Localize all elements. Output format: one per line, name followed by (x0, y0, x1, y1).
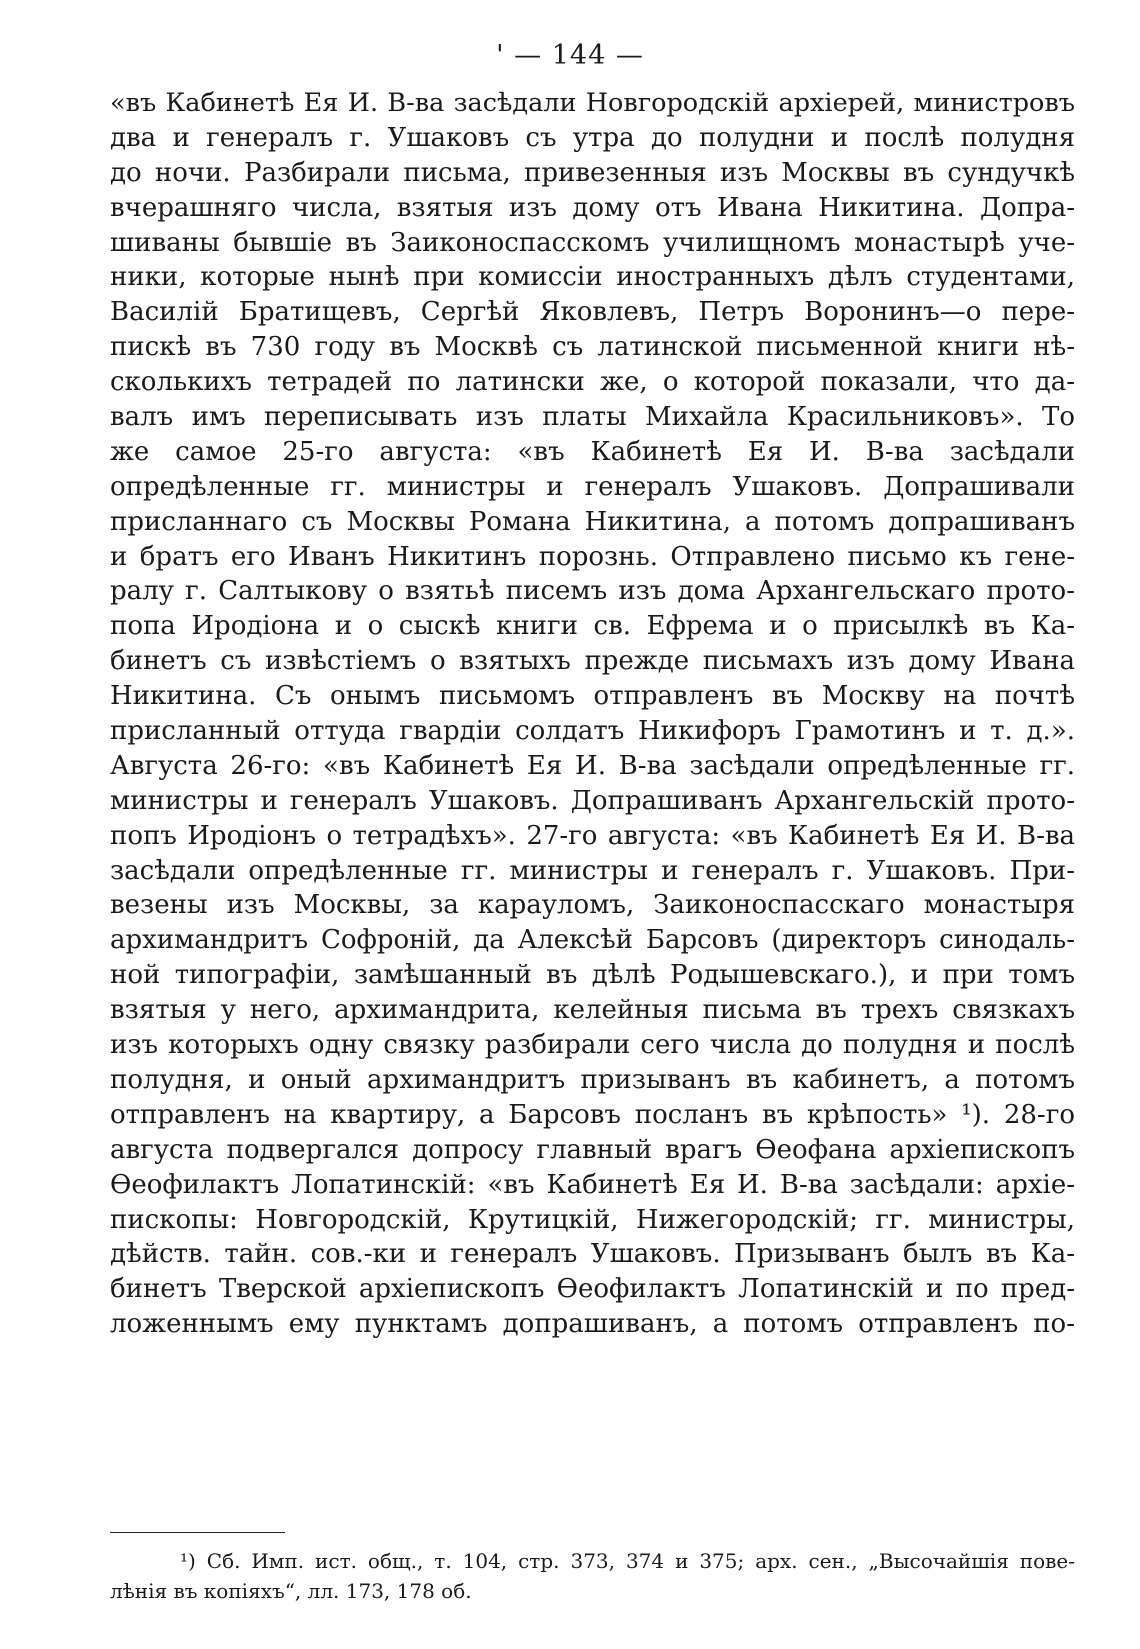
text-line: дѣйств. тайн. сов.-ки и генералъ Ушаковъ. Призыванъ былъ въ Ка- (110, 1239, 1075, 1270)
text-line: «въ Кабинетѣ Ея И. В-ва засѣдали Новгородскій архіерей, министровъ (110, 88, 1075, 118)
text-line: полудня, и оный архимандритъ призыванъ въ кабинетъ, а потомъ (110, 1064, 1075, 1095)
text-line: сколькихъ тетрадей по латински же, о которой показали, что да- (110, 367, 1075, 398)
text-line: ники, которые нынѣ при комиссіи иностранныхъ дѣлъ студентами, (110, 262, 1075, 293)
text-line: министры и генералъ Ушаковъ. Допрашиванъ Архангельскій прото- (110, 785, 1075, 816)
footnote-divider (110, 1532, 285, 1533)
text-line: попъ Иродіонъ о тетрадѣхъ». 27-го августа: «въ Кабинетѣ Ея И. В-ва (110, 820, 1075, 851)
text-line: валъ имъ переписывать изъ платы Михайла Красильниковъ». То (110, 402, 1075, 433)
text-line: засѣдали опредѣленные гг. министры и генералъ г. Ушаковъ. При- (110, 855, 1075, 886)
text-line: шиваны бывшіе въ Заиконоспасскомъ училищномъ монастырѣ уче- (110, 227, 1075, 258)
text-line: бинетъ Тверской архіепископъ Ѳеофилактъ Лопатинскій и по пред- (110, 1274, 1075, 1305)
text-line: до ночи. Разбирали письма, привезенныя изъ Москвы въ сундучкѣ (110, 157, 1075, 188)
text-line: августа подвергался допросу главный врагъ Ѳеофана архіепископъ (110, 1134, 1075, 1165)
text-line: присланнаго съ Москвы Романа Никитина, а потомъ допрашиванъ (110, 506, 1075, 537)
text-line: опредѣленные гг. министры и генералъ Ушаковъ. Допрашивали (110, 471, 1075, 502)
text-line: и братъ его Иванъ Никитинъ порознь. Отправлено письмо къ гене- (110, 541, 1075, 572)
text-line: вчерашняго числа, взятыя изъ дому отъ Ивана Никитина. Допра- (110, 192, 1075, 223)
text-line: взятыя у него, архимандрита, келейныя письма въ трехъ связкахъ (110, 995, 1075, 1026)
text-line: присланный оттуда гвардіи солдатъ Никифоръ Грамотинъ и т. д.». (110, 716, 1075, 747)
text-line: пискѣ въ 730 году въ Москвѣ съ латинской письменной книги нѣ- (110, 332, 1075, 363)
text-line: ралу г. Салтыкову о взятьѣ писемъ изъ дома Архангельскаго прото- (110, 576, 1075, 607)
text-line: везены изъ Москвы, за карауломъ, Заиконоспасскаго монастыря (110, 890, 1075, 921)
text-line: ложеннымъ ему пунктамъ допрашиванъ, а потомъ отправленъ по- (110, 1309, 1075, 1340)
text-line: Августа 26-го: «въ Кабинетѣ Ея И. В-ва засѣдали опредѣленные гг. (110, 750, 1075, 781)
text-line: же самое 25-го августа: «въ Кабинетѣ Ея И. В-ва засѣдали (110, 436, 1075, 467)
text-line: изъ которыхъ одну связку разбирали сего числа до полудня и послѣ (110, 1030, 1075, 1061)
text-line: бинетъ съ извѣстіемъ о взятыхъ прежде письмахъ изъ дому Ивана (110, 646, 1075, 677)
footnote-line: лѣнія въ копіяхъ“, лл. 173, 178 об. (110, 1579, 472, 1603)
footnote (110, 1546, 1075, 1606)
text-line: Василій Братищевъ, Сергѣй Яковлевъ, Петръ Воронинъ—о пере- (110, 297, 1075, 328)
page-number: ' — 144 — (496, 40, 644, 71)
text-line: Никитина. Съ онымъ письмомъ отправленъ въ Москву на почтѣ (110, 681, 1075, 712)
footnote-line: ¹) Сб. Имп. ист. общ., т. 104, стр. 373, 374 и 375; арх. сен., „Высочайшія пове- (180, 1549, 1075, 1573)
body-text (110, 86, 1075, 1342)
text-line: архимандритъ Софроній, да Алексѣй Барсовъ (директоръ синодаль- (110, 925, 1075, 956)
text-line: два и генералъ г. Ушаковъ съ утра до полудни и послѣ полудня (110, 122, 1075, 153)
text-line: ной типографіи, замѣшанный въ дѣлѣ Родышевскаго.), и при томъ (110, 960, 1075, 991)
text-line: пископы: Новгородскій, Крутицкій, Нижегородскій; гг. министры, (110, 1204, 1075, 1235)
text-line: попа Иродіона и о сыскѣ книги св. Ефрема и о присылкѣ въ Ка- (110, 611, 1075, 642)
text-line: отправленъ на квартиру, а Барсовъ посланъ въ крѣпость» ¹). 28-го (110, 1099, 1075, 1130)
text-line: Ѳеофилактъ Лопатинскій: «въ Кабинетѣ Ея И. В-ва засѣдали: архіе- (110, 1169, 1075, 1200)
